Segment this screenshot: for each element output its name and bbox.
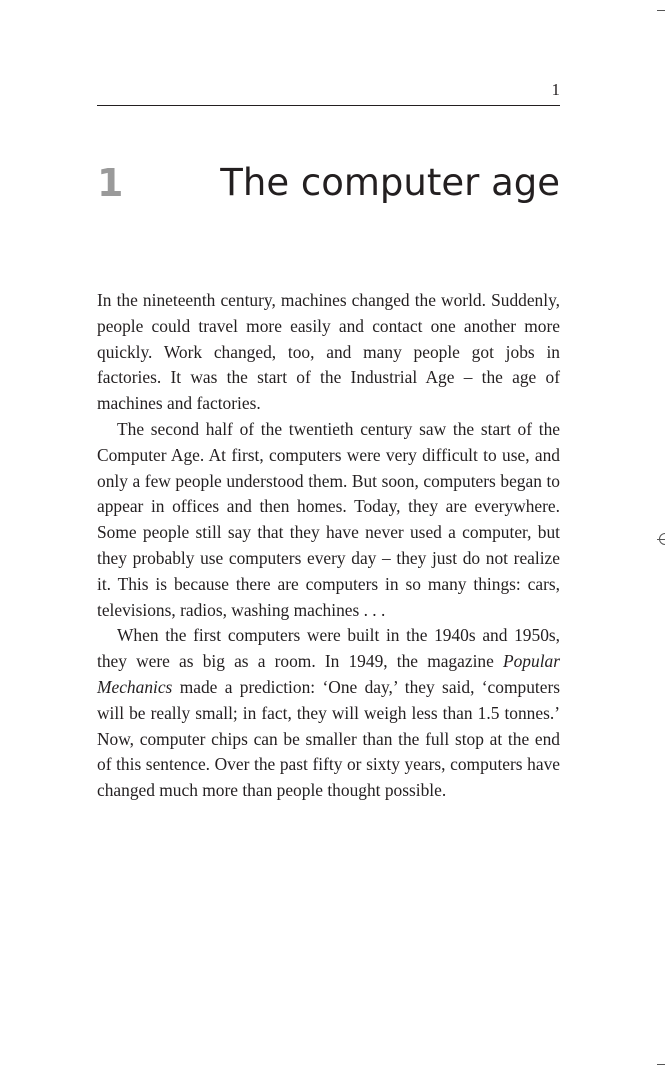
paragraph-1: In the nineteenth century, machines changed the world. Suddenly, people could travel more easily and contact one another more quickly. Work changed, too, and many people got jobs in factories. It was the start of the Industrial Age – the age of machines and factories. — [97, 290, 560, 414]
crop-mark-top — [657, 10, 665, 11]
paragraph-2: The second half of the twentieth century saw the start of the Computer Age. At first, computers were very difficult to use, and only a few people understood them. But soon, computers began to appear in offices and then homes. Today, they are everywhere. Some people still say that they have never used a computer, but they probably use computers every day – they just do not realize it. This is because there are computers in so many things: cars, televisions, radios, washing machines . . . — [97, 418, 560, 620]
header-rule — [97, 105, 560, 106]
chapter-title: The computer age — [220, 161, 560, 204]
registration-mark-icon — [659, 533, 665, 545]
chapter-number: 1 — [97, 161, 124, 205]
paragraph-3-start: When the first computers were built in the 1940s and 1950s, they were as big as a room. In 1949, the magazine — [97, 625, 560, 672]
magazine-title: Popular Mechanics — [97, 651, 560, 697]
body-text — [97, 288, 560, 804]
crop-mark-bottom — [657, 1064, 665, 1065]
paragraph-3 — [97, 623, 560, 804]
paragraph-3-end: made a prediction: ‘One day,’ they said, ‘computers will be really small; in fact, they will weigh less than 1.5 tonnes.’ Now, computer chips can be smaller than the full stop at the end of this sentence. Over the past fifty or sixty years, computers have changed much more than people thought possible. — [97, 676, 560, 801]
page-number: 1 — [551, 80, 560, 99]
